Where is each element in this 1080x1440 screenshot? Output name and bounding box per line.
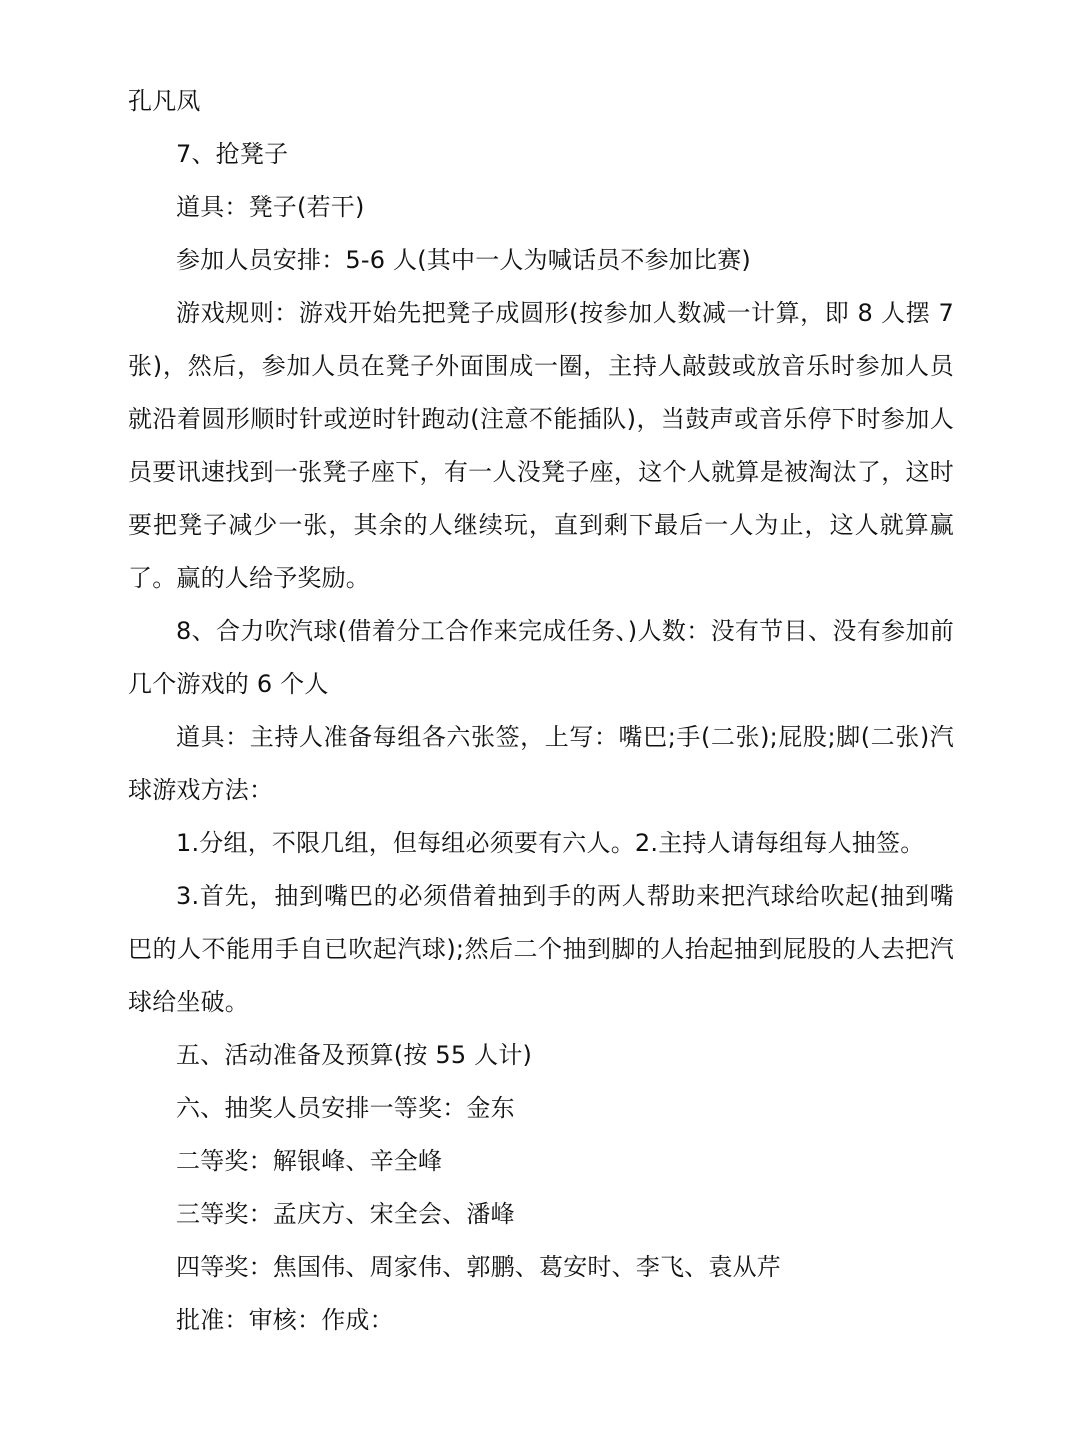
paragraph-name-kong-fanfeng: 孔凡凤 — [128, 87, 201, 115]
heading-section-5: 五、活动准备及预算(按 55 人计) — [176, 1041, 533, 1069]
heading-game-8: 8、合力吹汽球(借着分工合作来完成任务、)人数：没有节目、没有参加前几个游戏的 6 个人 — [128, 617, 954, 698]
paragraph-props: 道具：凳子(若干) — [176, 193, 365, 221]
paragraph-participants: 参加人员安排：5-6 人(其中一人为喊话员不参加比赛) — [176, 246, 751, 274]
document-body — [128, 75, 954, 1347]
paragraph-game-rules: 游戏规则：游戏开始先把凳子成圆形(按参加人数减一计算，即 8 人摆 7 张)，然后，参加人员在凳子外面围成一圈，主持人敲鼓或放音乐时参加人员就沿着圆形顺时针或逆时针跑动(注意不能插队)，当鼓声或音乐停下时参加人员要讯速找到一张凳子座下，有一人没凳子座，这个人就算是被淘汰了，这时要把凳子减少一张，其余的人继续玩，直到剩下最后一人为止，这人就算赢了。赢的人给予奖励。 — [128, 299, 954, 592]
heading-section-6: 六、抽奖人员安排一等奖：金东 — [176, 1094, 515, 1122]
paragraph-fourth-prize: 四等奖：焦国伟、周家伟、郭鹏、葛安时、李飞、袁从芹 — [176, 1253, 781, 1281]
paragraph-step-3: 3.首先，抽到嘴巴的必须借着抽到手的两人帮助来把汽球给吹起(抽到嘴巴的人不能用手自已吹起汽球);然后二个抽到脚的人抬起抽到屁股的人去把汽球给坐破。 — [128, 882, 954, 1016]
paragraph-approval-line: 批准：审核：作成： — [176, 1306, 394, 1334]
paragraph-step-1-2: 1.分组，不限几组，但每组必须要有六人。2.主持人请每组每人抽签。 — [176, 829, 925, 857]
paragraph-third-prize: 三等奖：孟庆方、宋全会、潘峰 — [176, 1200, 515, 1228]
paragraph-props-game-8: 道具：主持人准备每组各六张签，上写：嘴巴;手(二张);屁股;脚(二张)汽球游戏方法： — [128, 723, 954, 804]
heading-game-7: 7、抢凳子 — [176, 140, 289, 168]
paragraph-second-prize: 二等奖：解银峰、辛全峰 — [176, 1147, 443, 1175]
